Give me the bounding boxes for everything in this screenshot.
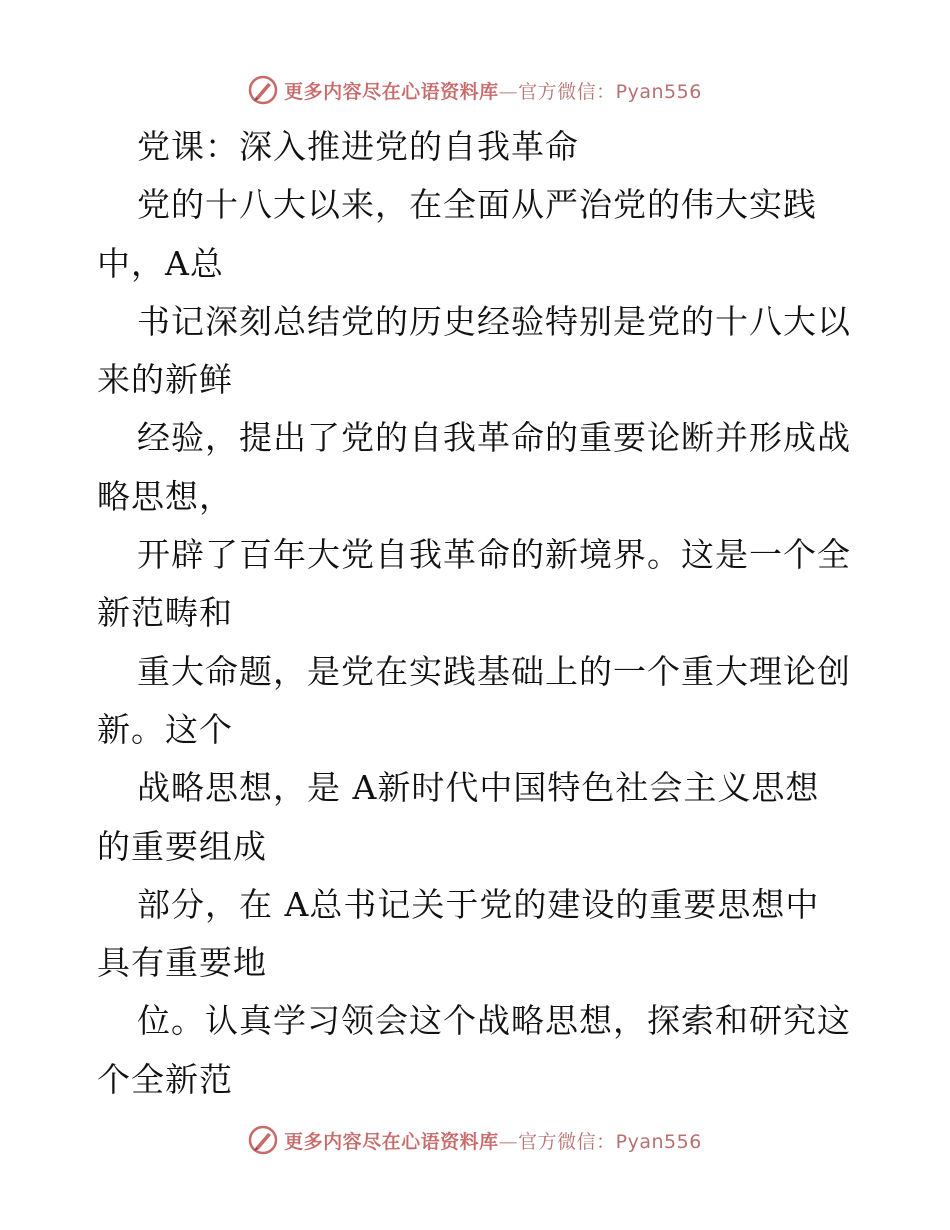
document-line: 来的新鲜: [97, 360, 233, 400]
document-line: 具有重要地: [97, 943, 267, 983]
document-line: 重大命题，是党在实践基础上的一个重大理论创: [137, 651, 851, 691]
document-line: 党的十八大以来，在全面从严治党的伟大实践: [137, 185, 817, 225]
document-line: 部分，在 A总书记关于党的建设的重要思想中: [137, 884, 820, 924]
document-line: 书记深刻总结党的历史经验特别是党的十八大以: [137, 301, 851, 341]
document-line: 个全新范: [97, 1059, 233, 1099]
header-promo-text: 更多内容尽在心语资料库—官方微信：Pyan556: [284, 80, 702, 103]
quill-pen-logo-icon: [248, 1125, 278, 1155]
document-line: 开辟了百年大党自我革命的新境界。这是一个全: [137, 535, 851, 575]
document-line: 新范畴和: [97, 593, 233, 633]
document-line: 经验，提出了党的自我革命的重要论断并形成战: [137, 418, 851, 458]
document-line: 战略思想，是 A新时代中国特色社会主义思想: [137, 768, 820, 808]
document-line: 新。这个: [97, 709, 233, 749]
document-line: 党课：深入推进党的自我革命: [137, 127, 579, 166]
footer-promo-text: 更多内容尽在心语资料库—官方微信：Pyan556: [284, 1130, 702, 1153]
document-line: 位。认真学习领会这个战略思想，探索和研究这: [137, 1001, 851, 1041]
document-line: 略思想，: [97, 476, 233, 516]
footer-watermark-banner: [0, 1120, 950, 1160]
quill-pen-logo-icon: [248, 75, 278, 105]
document-line: 的重要组成: [97, 826, 267, 866]
document-body: [97, 118, 857, 1109]
document-line: 中，A总: [97, 243, 224, 283]
header-watermark-banner: [0, 70, 950, 110]
